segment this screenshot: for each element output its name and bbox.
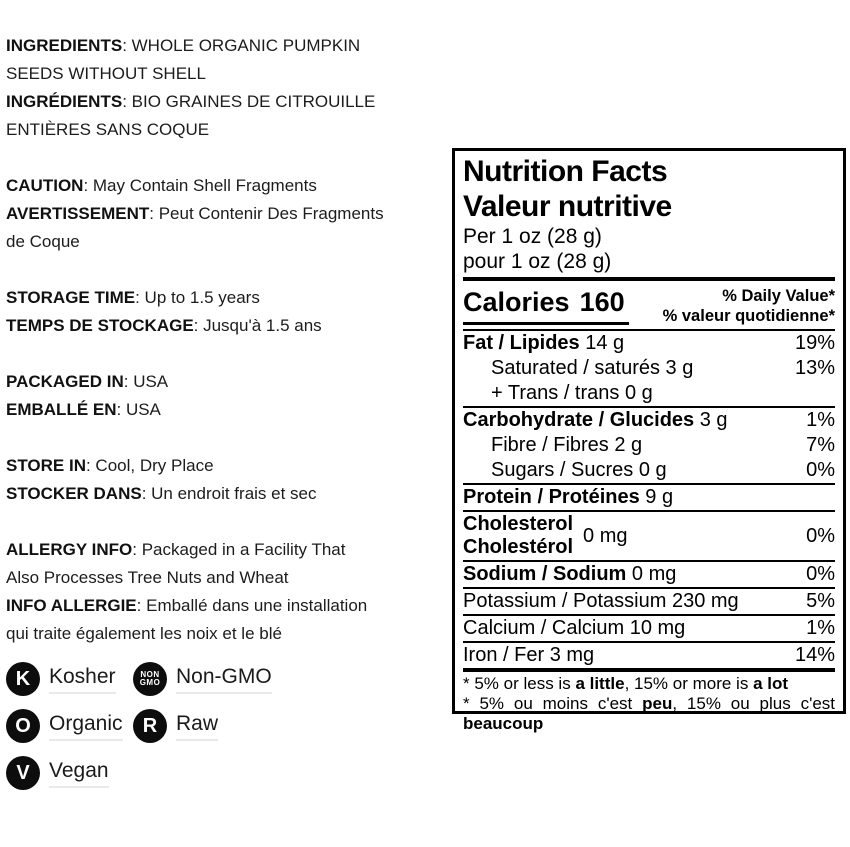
allergy-info-section <box>6 536 448 648</box>
certification-badges <box>6 662 448 790</box>
badge-non-gmo-label: Non-GMO <box>176 665 272 694</box>
nutrition-facts-panel <box>452 148 846 733</box>
caution-line-fr: AVERTISSEMENT: Peut Contenir Des Fragments <box>6 204 384 223</box>
storage-time-line: STORAGE TIME: Up to 1.5 years <box>6 288 260 307</box>
daily-value-footnote <box>463 668 835 738</box>
caution-line-fr: de Coque <box>6 232 80 251</box>
calories-value: Calories 160 <box>463 287 629 325</box>
iron-row: Iron / Fer 3 mg 14% <box>463 641 835 668</box>
organic-icon: O <box>6 709 40 743</box>
daily-value-header: % Daily Value* % valeur quotidienne* <box>662 287 835 325</box>
badge-vegan <box>6 756 133 790</box>
store-in-line-fr: STOCKER DANS: Un endroit frais et sec <box>6 484 317 503</box>
ingredients-line: INGREDIENTS: WHOLE ORGANIC PUMPKIN <box>6 36 361 55</box>
badge-raw-label: Raw <box>176 712 218 741</box>
panel-title-en: Nutrition Facts <box>463 155 668 188</box>
footnote-en: * 5% or less is a little, 15% or more is a lot <box>463 674 789 693</box>
non-gmo-icon: NON GMO <box>133 662 167 696</box>
fibre-row: Fibre / Fibres 2 g 7% <box>491 434 835 456</box>
ingredients-line-fr: INGRÉDIENTS: BIO GRAINES DE CITROUILLE <box>6 92 376 111</box>
packaged-in-line-fr: EMBALLÉ EN: USA <box>6 400 161 419</box>
badge-vegan-label: Vegan <box>49 759 109 788</box>
panel-title-fr: Valeur nutritive <box>463 190 672 223</box>
serving-size-en: Per 1 oz (28 g) <box>463 225 602 248</box>
caution-line: CAUTION: May Contain Shell Fragments <box>6 176 317 195</box>
calcium-row: Calcium / Calcium 10 mg 1% <box>463 614 835 641</box>
allergy-line: ALLERGY INFO: Packaged in a Facility That <box>6 540 346 559</box>
fat-row: Fat / Lipides 14 g 19% <box>463 329 835 356</box>
packaged-in-line: PACKAGED IN: USA <box>6 372 169 391</box>
store-in-line: STORE IN: Cool, Dry Place <box>6 456 214 475</box>
badge-non-gmo <box>133 662 448 696</box>
caution-section <box>6 172 448 256</box>
badge-organic <box>6 709 133 743</box>
sugars-row: Sugars / Sucres 0 g 0% <box>491 459 835 481</box>
store-in-section <box>6 452 448 508</box>
allergy-line: Also Processes Tree Nuts and Wheat <box>6 568 289 587</box>
ingredients-line: SEEDS WITHOUT SHELL <box>6 64 206 83</box>
calories-block <box>463 281 835 329</box>
carbohydrate-row: Carbohydrate / Glucides 3 g 1% <box>463 406 835 433</box>
packaged-in-section <box>6 368 448 424</box>
raw-icon: R <box>133 709 167 743</box>
protein-row: Protein / Protéines 9 g <box>463 483 835 510</box>
badge-organic-label: Organic <box>49 712 123 741</box>
saturated-fat-row: Saturated / saturés 3 g 13% <box>491 357 835 379</box>
allergy-line-fr: INFO ALLERGIE: Emballé dans une installation <box>6 596 368 615</box>
storage-time-line-fr: TEMPS DE STOCKAGE: Jusqu'à 1.5 ans <box>6 316 322 335</box>
ingredients-line-fr: ENTIÈRES SANS COQUE <box>6 120 210 139</box>
badge-kosher <box>6 662 133 696</box>
vegan-icon: V <box>6 756 40 790</box>
sodium-row: Sodium / Sodium 0 mg 0% <box>463 560 835 587</box>
ingredients-section <box>6 32 448 144</box>
potassium-row: Potassium / Potassium 230 mg 5% <box>463 587 835 614</box>
serving-size-fr: pour 1 oz (28 g) <box>463 250 612 273</box>
kosher-icon: K <box>6 662 40 696</box>
cholesterol-row: Cholesterol Cholestérol 0 mg 0% <box>463 510 835 560</box>
badge-raw <box>133 709 448 743</box>
footnote-fr: * 5% ou moins c'est peu, 15% ou plus c'est beaucoup <box>463 694 835 733</box>
badge-kosher-label: Kosher <box>49 665 116 694</box>
product-info-column <box>6 32 448 790</box>
trans-fat-row: + Trans / trans 0 g <box>491 382 653 404</box>
allergy-line-fr: qui traite également les noix et le blé <box>6 624 282 643</box>
storage-time-section <box>6 284 448 340</box>
